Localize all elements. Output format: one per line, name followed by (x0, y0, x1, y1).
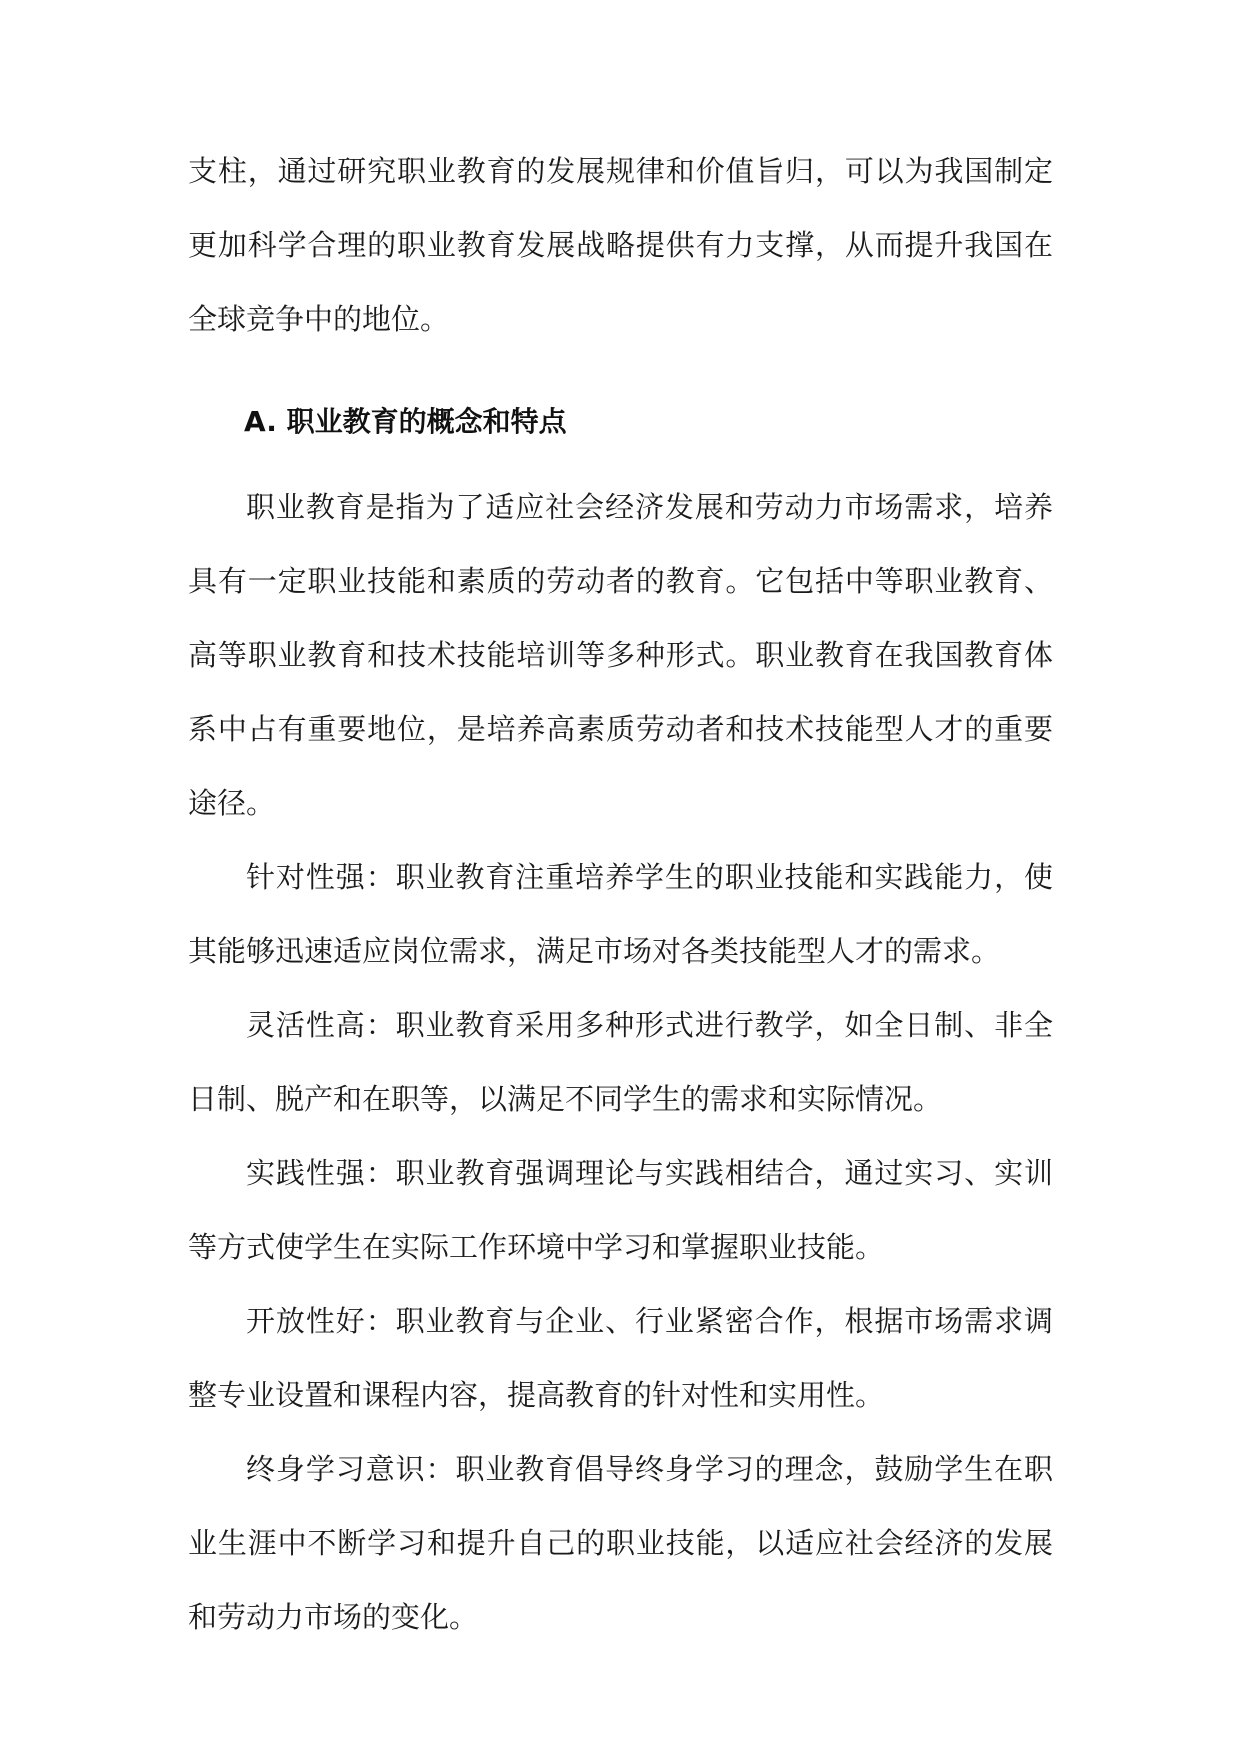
intro-paragraph: 支柱，通过研究职业教育的发展规律和价值旨归，可以为我国制定更加科学合理的职业教育发展战略提供有力支撑，从而提升我国在全球竞争中的地位。 (188, 154, 1053, 336)
feature-paragraph-open: 开放性好：职业教育与企业、行业紧密合作，根据市场需求调整专业设置和课程内容，提高教育的针对性和实用性。 (188, 1304, 1053, 1412)
section-heading: A. 职业教育的概念和特点 (244, 405, 567, 438)
feature-paragraph-practical: 实践性强：职业教育强调理论与实践相结合，通过实习、实训等方式使学生在实际工作环境中学习和掌握职业技能。 (188, 1156, 1053, 1264)
feature-paragraph-lifelong: 终身学习意识：职业教育倡导终身学习的理念，鼓励学生在职业生涯中不断学习和提升自己的职业技能，以适应社会经济的发展和劳动力市场的变化。 (188, 1452, 1053, 1634)
section-body (188, 470, 1053, 1654)
feature-paragraph-flexible: 灵活性高：职业教育采用多种形式进行教学，如全日制、非全日制、脱产和在职等，以满足不同学生的需求和实际情况。 (188, 1008, 1053, 1116)
feature-paragraph-targeted: 针对性强：职业教育注重培养学生的职业技能和实践能力，使其能够迅速适应岗位需求，满足市场对各类技能型人才的需求。 (188, 860, 1053, 968)
definition-paragraph: 职业教育是指为了适应社会经济发展和劳动力市场需求，培养具有一定职业技能和素质的劳动者的教育。它包括中等职业教育、高等职业教育和技术技能培训等多种形式。职业教育在我国教育体系中占有重要地位，是培养高素质劳动者和技术技能型人才的重要途径。 (188, 490, 1053, 820)
